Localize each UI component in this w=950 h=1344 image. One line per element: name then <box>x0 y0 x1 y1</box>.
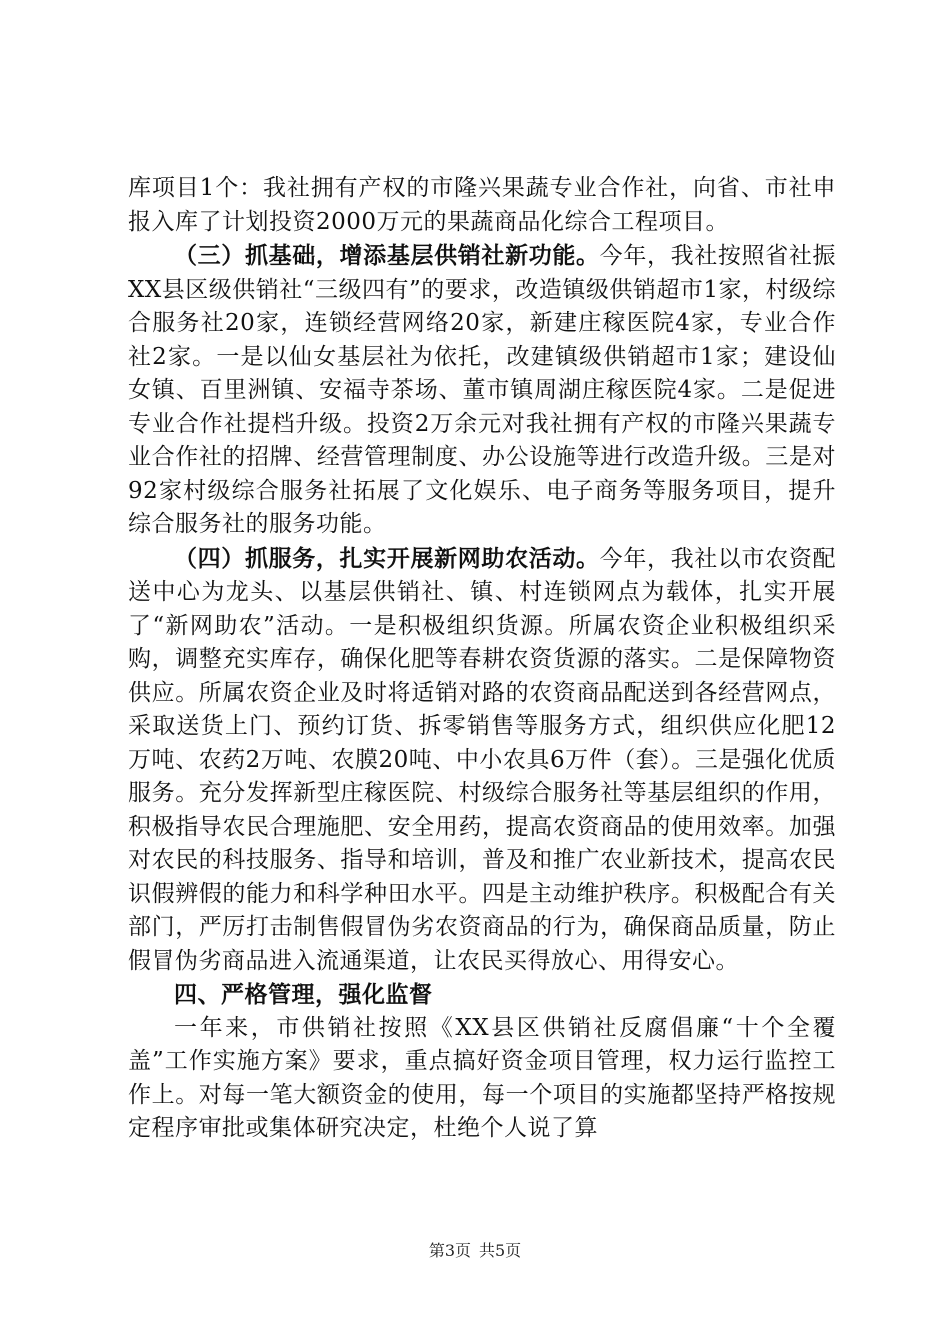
paragraph-text: 今年，我社以市农资配送中心为龙头、以基层供销社、镇、村连锁网点为载体，扎实开展了“新网助农”活动。一是积极组织货源。所属农资企业积极组织采购，调整充实库存，确保化肥等春耕农资货源的落实。二是保障物资供应。所属农资企业及时将适销对路的农资商品配送到各经营网点，采取送货上门、预约订货、拆零销售等服务方式，组织供应化肥12万吨、农药2万吨、农膜20吨、中小农具6万件（套）。三是强化优质服务。充分发挥新型庄稼医院、村级综合服务社等基层组织的作用，积极指导农民合理施肥、安全用药，提高农资商品的使用效率。加强对农民的科技服务、指导和培训，普及和推广农业新技术，提高农民识假辨假的能力和科学种田水平。四是主动维护秩序。积极配合有关部门，严厉打击制售假冒伪劣农资商品的行为，确保商品质量，防止假冒伪劣商品进入流通渠道，让农民买得放心、用得安心。 <box>128 545 837 974</box>
paragraph-closing: 一年来，市供销社按照《XX县区供销社反腐倡廉“十个全覆盖”工作实施方案》要求，重点搞好资金项目管理，权力运行监控工作上。对每一笔大额资金的使用，每一个项目的实施都坚持严格按规定程序审批或集体研究决定，杜绝个人说了算 <box>128 1014 836 1141</box>
document-body <box>128 172 836 1146</box>
subsection-heading-4: （四）抓服务，扎实开展新网助农活动。 <box>174 544 600 572</box>
paragraph-text: 今年，我社按照省社振XX县区级供销社“三级四有”的要求，改造镇级供销超市1家，村级综合服务社20家，连锁经营网络20家，新建庄稼医院4家，专业合作社2家。一是以仙女基层社为依托，改建镇级供销超市1家；建设仙女镇、百里洲镇、安福寺茶场、董市镇周湖庄稼医院4家。二是促进专业合作社提档升级。投资2万余元对我社拥有产权的市隆兴果蔬专业合作社的招牌、经营管理制度、办公设施等进行改造升级。三是对92家村级综合服务社拓展了文化娱乐、电子商务等服务项目，提升综合服务社的服务功能。 <box>128 243 837 537</box>
page-total: 共5页 <box>479 1241 522 1260</box>
page-number: 第3页 <box>428 1241 471 1260</box>
subsection-heading-3: （三）抓基础，增添基层供销社新功能。 <box>174 242 600 269</box>
paragraph-section-3 <box>128 239 836 542</box>
paragraph-section-4 <box>128 542 836 979</box>
page-footer <box>0 1241 950 1261</box>
paragraph-text: 库项目1个：我社拥有产权的市隆兴果蔬专业合作社，向省、市社申报入库了计划投资2000万元的果蔬商品化综合工程项目。 <box>128 175 836 235</box>
paragraph-continuation <box>128 172 836 239</box>
section-heading: 四、严格管理，强化监督 <box>174 981 433 1008</box>
